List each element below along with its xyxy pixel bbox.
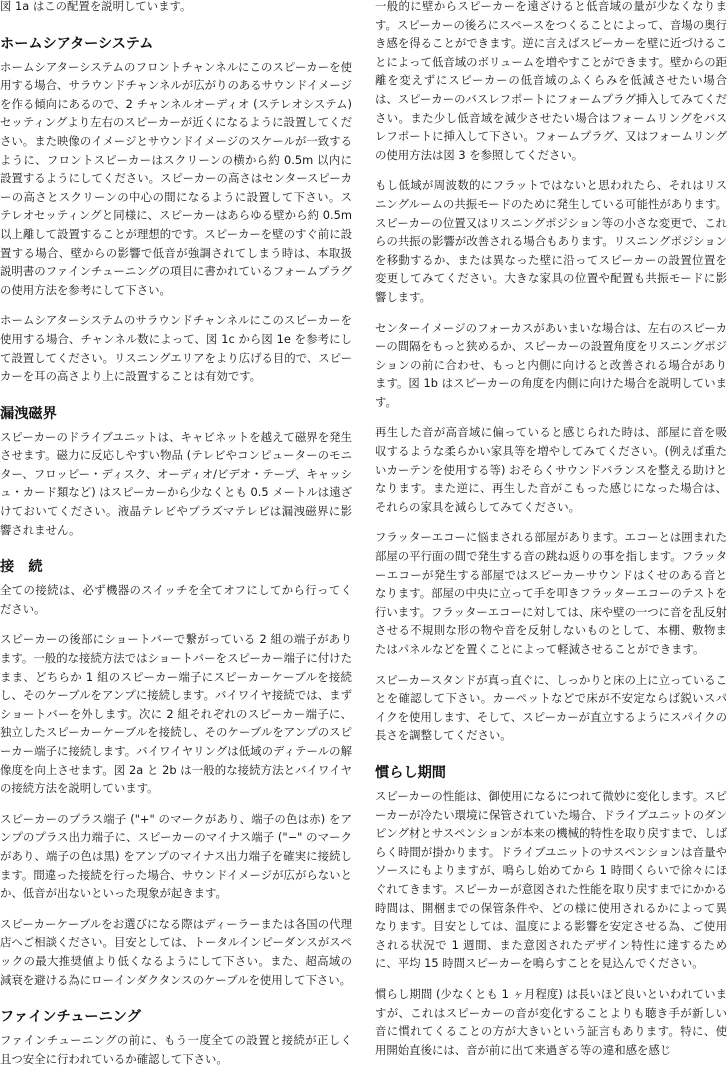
paragraph-break-in-duration: 慣らし期間 (少なくとも 1 ヶ月程度) は長いほど良いといわれていますが、これはスピーカーの音が変化することよりも聴き手が新しい音に慣れてくることの方が大きいという証言もあります。特に、使用開始直後には、音が前に出て来過ぎる等の違和感を感じ <box>375 986 727 1057</box>
paragraph-wall-distance: 一般的に壁からスピーカーを遠ざけると低音域の量が少なくなります。スピーカーの後ろにスペースをつくることによって、音場の奥行き感を得ることができます。逆に言えばスピーカーを壁に近づけることによって低音域のボリュームを増やすことができます。壁からの距離を変えずにスピーカーの低音域のふくらみを低減させたい場合は、スピーカーのバスレフポートにフォームプラグ挿入してみてください。また少し低音域を減少させたい場合はフォームリングをバスレフポートに挿入して下さい。フォームプラグ、又はフォームリングの使用方法は図 3 を参照してください。 <box>375 0 727 162</box>
heading-break-in: 慣らし期間 <box>375 764 446 781</box>
paragraph-room-modes: もし低域が周波数的にフラットではないと思われたら、それはリスニングルームの共振モードのために発生している可能性があります。スピーカーの位置又はリスニングポジション等の小さな変更で、これらの共振の影響が改善される場合もあります。リスニングポジションを移動するか、または異なった壁に沿ってスピーカーの設置位置を変更してみてください。大きな家具の位置や配置も共振モードに影響します。 <box>375 178 727 304</box>
heading-magnetic-field: 漏洩磁界 <box>0 405 57 422</box>
paragraph-treble-balance: 再生した音が高音域に偏っていると感じられた時は、部屋に音を吸収するような柔らかい家具等を増やしてみてください。(例えば重たいカーテンを使用する等) おそらくサウンドバランスを整える助けとなります。また逆に、再生した音がこもった感じになった場合は、それらの家具を減らしてみてください。 <box>375 425 727 514</box>
left-column <box>0 0 352 1074</box>
paragraph-flutter-echo: フラッターエコーに悩まされる部屋があります。エコーとは囲まれた部屋の平行面の間で発生する音の跳ね返りの事を指します。フラッターエコーが発生する部屋ではスピーカーサウンドはくせのある音となります。部屋の中央に立って手を叩きフラッターエコーのテストを行います。フラッターエコーに対しては、床や壁の一つに音を乱反射させる不規則な形の物や音を反射しないものとして、本棚、敷物またはパネルなどを置くことによって軽減させることができます。 <box>375 530 727 656</box>
paragraph-connection-biwire: スピーカーの後部にショートバーで繋がっている 2 組の端子があります。一般的な接続方法ではショートバーをスピーカー端子に付けたまま、どちらか 1 組のスピーカー端子にスピーカーケーブルを接続し、そのケーブルをアンプに接続します。バイワイヤ接続では、まずショートバーを外します。次に 2 組それぞれのスピーカー端子に、独立したスピーカーケーブルを接続し、そのケーブルをアンプのスピーカー端子に接続します。バイワイヤリングは低域のディテールの解像度を向上させます。図 2a と 2b は一般的な接続方法とバイワイヤの接続方法を説明しています。 <box>0 632 352 796</box>
paragraph-connection-polarity: スピーカーのプラス端子 ("+" のマークがあり、端子の色は赤) をアンプのプラス出力端子に、スピーカーのマイナス端子 ("−" のマークがあり、端子の色は黒) をアンプのマイナス出力端子を確実に接続します。間違った接続を行った場合、サウンドイメージが広がらないとか、低音が出ないといった現象が起きます。 <box>0 811 352 901</box>
paragraph-connection-cable: スピーカーケーブルをお選びになる際はディーラーまたは各国の代理店へご相談ください。目安としては、トータルインピーダンスがスペックの最大推奨値より低くなるようにして下さい。また、超高域の減衰を避ける為にローインダクタンスのケーブルを使用して下さい。 <box>0 916 352 987</box>
paragraph-magnetic-field: スピーカーのドライブユニットは、キャビネットを越えて磁界を発生させます。磁力に反応しやすい物品 (テレビやコンピューターのモニター、フロッピー・ディスク、オーディオ/ビデオ・テープ、キャッシュ・カード類など) はスピーカーから少なくとも 0.5 メートルは遠ざけておいてください。液晶テレビやプラズマテレビは漏洩磁界に影響されません。 <box>0 429 352 537</box>
right-column <box>375 0 727 1074</box>
paragraph-fine-tuning-check: ファインチューニングの前に、もう一度全ての設置と接続が正しく且つ安全に行われているか確認して下さい。 <box>0 1033 352 1066</box>
heading-fine-tuning: ファインチューニング <box>0 1009 141 1026</box>
paragraph-fig1a-intro: 図 1a はこの配置を説明しています。 <box>0 0 192 13</box>
paragraph-home-theater-surround: ホームシアターシステムのサラウンドチャンネルにこのスピーカーを使用する場合、チャンネル数によって、図 1c から図 1e を参考にして設置してください。リスニングエリアをより広げる目的で、スピーカーを耳の高さより上に設置することは有効です。 <box>0 313 352 384</box>
paragraph-center-image: センターイメージのフォーカスがあいまいな場合は、左右のスピーカーの間隔をもっと狭めるか、スピーカーの設置角度をリスニングポジションの前に合わせ、もっと内側に向けると改善される場合があります。図 1b はスピーカーの角度を内側に向けた場合を説明しています。 <box>375 320 727 409</box>
paragraph-break-in-performance: スピーカーの性能は、御使用になるにつれて微妙に変化します。スピーカーが冷たい環境に保管されていた場合、ドライブユニットのダンピング材とサスペンションが本来の機械的特性を取り戻すまで、しばらく時間が掛かります。ドライブユニットのサスペンションは音量やソースにもよりますが、鳴らし始めてから 1 時間くらいで徐々にほぐれてきます。スピーカーが意図された性能を取り戻すまでにかかる時間は、開梱までの保管条件や、どの様に使用されるかによって異なります。目安としては、温度による影響を安定させる為、ご使用される状況で 1 週間、また意図されたデザイン特性に達するために、平均 15 時間スピーカーを鳴らすことを見込んでください。 <box>375 788 727 971</box>
paragraph-home-theater-front: ホームシアターシステムのフロントチャンネルにこのスピーカーを使用する場合、サラウンドチャンネルが広がりのあるサウンドイメージを作る傾向にあるので、2 チャンネルオーディオ (ステレオシステム) セッティングより左右のスピーカーが近くになるように設置してください。また映像のイメージとサウンドイメージのスケールが一致するように、フロントスピーカーはスクリーンの横から約 0.5m 以内に設置するようにしてください。スピーカーの高さはセンタースピーカーの高さとスクリーンの中心の間になるように設置して下さい。ステレオセッティングと同様に、スピーカーはあらゆる壁から約 0.5m 以上離して設置することが理想的です。スピーカーを壁のすぐ前に設置する場合、壁からの影響で低音が強調されてしまう時は、本取扱説明書のファインチューニングの項目に書かれているフォームプラグの使用方法を参考にして下さい。 <box>0 59 352 297</box>
heading-home-theater: ホームシアターシステム <box>0 35 154 52</box>
paragraph-speaker-stand: スピーカースタンドが真っ直ぐに、しっかりと床の上に立っていることを確認して下さい。カーペットなどで床が不安定ならば鋭いスパイクを使用します、そして、スピーカーが直立するようにスパイクの長さを調整してください。 <box>375 672 727 743</box>
paragraph-connection-power-off: 全ての接続は、必ず機器のスイッチを全てオフにしてから行ってください。 <box>0 583 352 616</box>
heading-connection: 接 続 <box>0 559 43 576</box>
